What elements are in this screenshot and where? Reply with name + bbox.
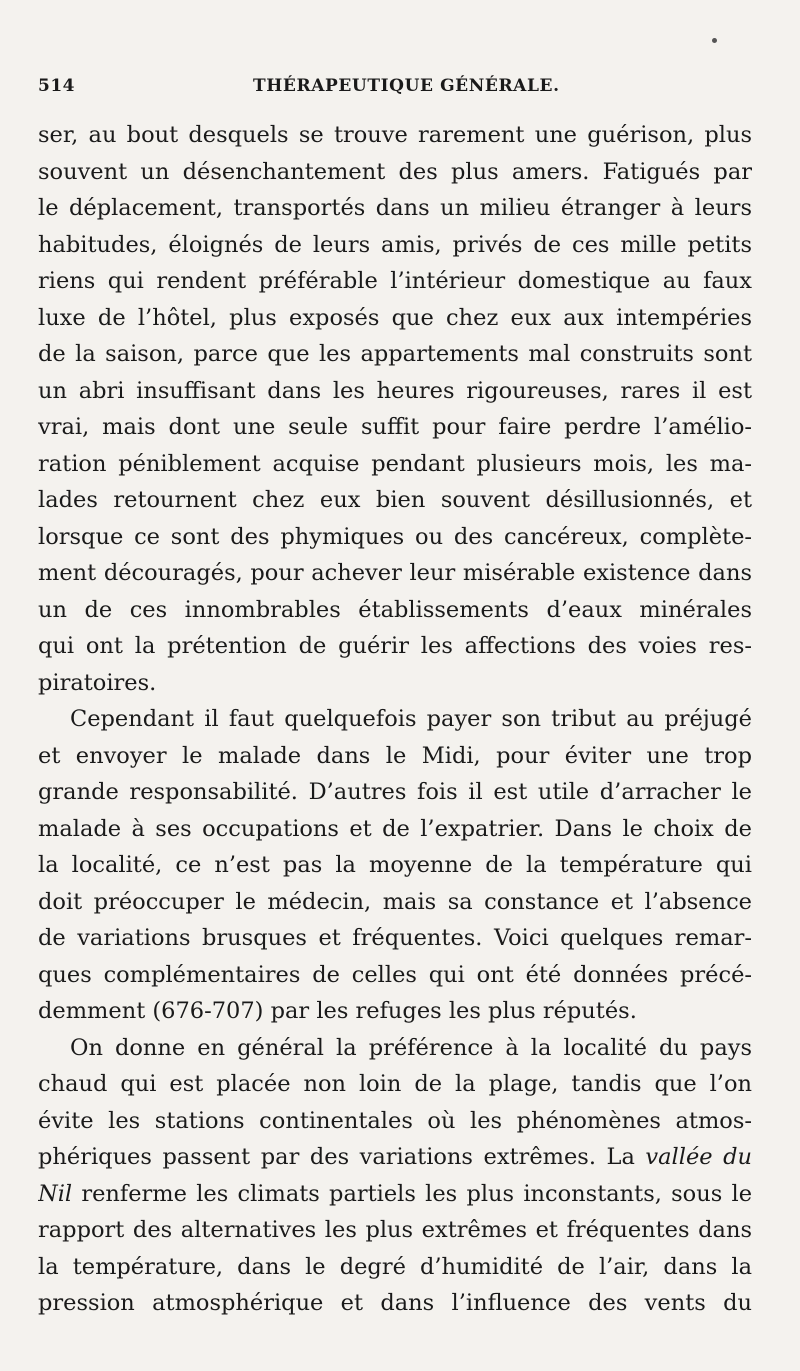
text-line: chaud qui est placée non loin de la plage, tandis que l’on bbox=[38, 1071, 752, 1097]
text-line: pression atmosphérique et dans l’influence des vents du bbox=[38, 1290, 752, 1316]
text-line: malade à ses occupations et de l’expatrier. Dans le choix de bbox=[38, 815, 752, 842]
text-line bbox=[38, 1139, 752, 1176]
italic-phrase: vallée du bbox=[645, 1144, 752, 1170]
text-line: lades retournent chez eux bien souvent désillusionnés, et bbox=[38, 487, 752, 513]
text-line: habitudes, éloignés de leurs amis, privés de ces mille petits bbox=[38, 231, 752, 258]
text-line: un de ces innombrables établissements d’eaux minérales bbox=[38, 596, 752, 623]
page-header bbox=[38, 76, 758, 106]
text-line: Cependant il faut quelquefois payer son tribut au préjugé bbox=[70, 706, 752, 732]
ink-speck bbox=[712, 38, 717, 43]
body-text bbox=[38, 117, 752, 1322]
text-line: souvent un désenchantement des plus amers. Fatigués par bbox=[38, 158, 752, 185]
text-line: luxe de l’hôtel, plus exposés que chez eux aux intempéries bbox=[38, 304, 752, 331]
text-line: qui ont la prétention de guérir les affections des voies res- bbox=[38, 633, 752, 659]
text-segment: phériques passent par des variations extrêmes. La bbox=[38, 1144, 635, 1170]
running-title: THÉRAPEUTIQUE GÉNÉRALE. bbox=[253, 76, 560, 96]
text-line: un abri insuffisant dans les heures rigoureuses, rares il est bbox=[38, 377, 752, 404]
text-line: demment (676-707) par les refuges les plus réputés. bbox=[38, 998, 637, 1024]
text-line: de variations brusques et fréquentes. Voici quelques remar- bbox=[38, 925, 752, 951]
text-line: doit préoccuper le médecin, mais sa constance et l’absence bbox=[38, 888, 752, 915]
text-line: ques complémentaires de celles qui ont été données précé- bbox=[38, 961, 752, 988]
text-line: et envoyer le malade dans le Midi, pour éviter une trop bbox=[38, 742, 752, 769]
text-line: piratoires. bbox=[38, 669, 157, 696]
text-line: On donne en général la préférence à la localité du pays bbox=[70, 1034, 752, 1061]
text-line: riens qui rendent préférable l’intérieur domestique au faux bbox=[38, 268, 752, 294]
text-line: le déplacement, transportés dans un milieu étranger à leurs bbox=[38, 195, 752, 221]
text-line: la température, dans le degré d’humidité de l’air, dans la bbox=[38, 1253, 752, 1280]
page-number: 514 bbox=[38, 76, 75, 96]
text-line: ration péniblement acquise pendant plusieurs mois, les ma- bbox=[38, 450, 752, 477]
text-line: la localité, ce n’est pas la moyenne de la température qui bbox=[38, 852, 752, 878]
text-line: ment découragés, pour achever leur misérable existence dans bbox=[38, 560, 752, 586]
text-line: ser, au bout desquels se trouve rarement une guérison, plus bbox=[38, 122, 752, 148]
text-line: évite les stations continentales où les phénomènes atmos- bbox=[38, 1107, 752, 1134]
text-line: vrai, mais dont une seule suffit pour faire perdre l’amélio- bbox=[38, 414, 752, 440]
text-line: lorsque ce sont des phymiques ou des cancéreux, complète- bbox=[38, 523, 752, 550]
italic-word: Nil bbox=[38, 1180, 73, 1207]
text-line bbox=[38, 1176, 752, 1213]
text-line: grande responsabilité. D’autres fois il est utile d’arracher le bbox=[38, 779, 752, 805]
text-line: de la saison, parce que les appartements mal construits sont bbox=[38, 341, 752, 367]
text-segment: renferme les climats partiels les plus inconstants, sous le bbox=[81, 1180, 752, 1207]
text-line: rapport des alternatives les plus extrêmes et fréquentes dans bbox=[38, 1217, 752, 1243]
